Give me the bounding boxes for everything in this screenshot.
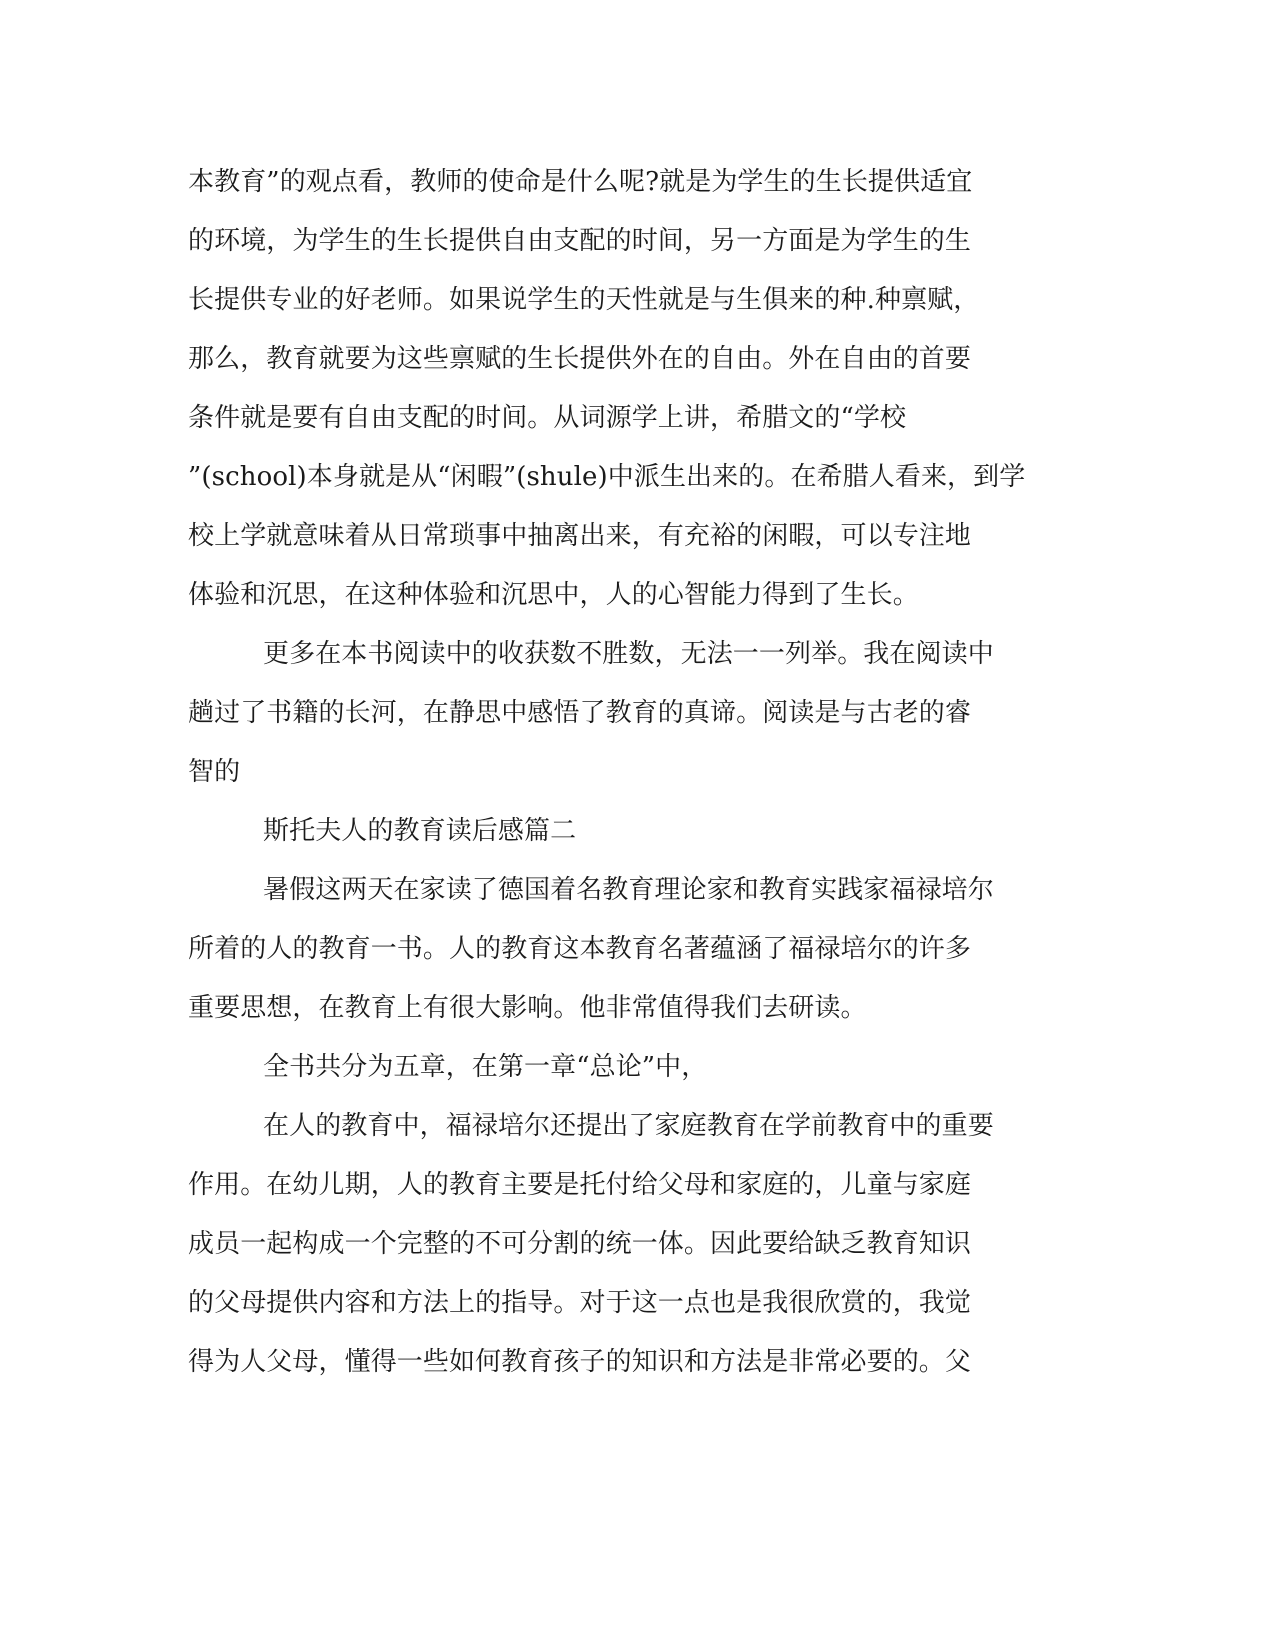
- text-line: 那么，教育就要为这些禀赋的生长提供外在的自由。外在自由的首要: [188, 344, 972, 374]
- text-line: 所着的人的教育一书。人的教育这本教育名著蕴涵了福禄培尔的许多: [188, 934, 972, 964]
- text-line: 的环境，为学生的生长提供自由支配的时间，另一方面是为学生的生: [188, 226, 972, 256]
- text-line: 智的: [188, 757, 241, 787]
- paragraph-first-line: 更多在本书阅读中的收获数不胜数，无法一一列举。我在阅读中: [263, 639, 994, 669]
- text-line: 作用。在幼儿期，人的教育主要是托付给父母和家庭的，儿童与家庭: [188, 1170, 972, 1200]
- text-line: 得为人父母，懂得一些如何教育孩子的知识和方法是非常必要的。父: [188, 1347, 972, 1377]
- text-line: 体验和沉思，在这种体验和沉思中，人的心智能力得到了生长。: [188, 580, 919, 610]
- text-line: 条件就是要有自由支配的时间。从词源学上讲，希腊文的“学校: [188, 403, 907, 433]
- text-line: ”(school)本身就是从“闲暇”(shule)中派生出来的。在希腊人看来，到学: [188, 462, 1026, 492]
- text-line: 长提供专业的好老师。如果说学生的天性就是与生俱来的种.种禀赋，: [188, 285, 980, 315]
- section-heading: 斯托夫人的教育读后感篇二: [263, 816, 577, 846]
- text-line: 校上学就意味着从日常琐事中抽离出来，有充裕的闲暇，可以专注地: [188, 521, 972, 551]
- paragraph-first-line: 在人的教育中，福禄培尔还提出了家庭教育在学前教育中的重要: [263, 1111, 994, 1141]
- text-line: 重要思想，在教育上有很大影响。他非常值得我们去研读。: [188, 993, 867, 1023]
- text-line: 趟过了书籍的长河，在静思中感悟了教育的真谛。阅读是与古老的睿: [188, 698, 972, 728]
- paragraph-first-line: 全书共分为五章，在第一章“总论”中，: [263, 1052, 708, 1082]
- text-line: 的父母提供内容和方法上的指导。对于这一点也是我很欣赏的，我觉: [188, 1288, 972, 1318]
- paragraph-first-line: 暑假这两天在家读了德国着名教育理论家和教育实践家福禄培尔: [263, 875, 994, 905]
- text-line: 成员一起构成一个完整的不可分割的统一体。因此要给缺乏教育知识: [188, 1229, 972, 1259]
- text-line: 本教育”的观点看，教师的使命是什么呢?就是为学生的生长提供适宜: [188, 167, 973, 197]
